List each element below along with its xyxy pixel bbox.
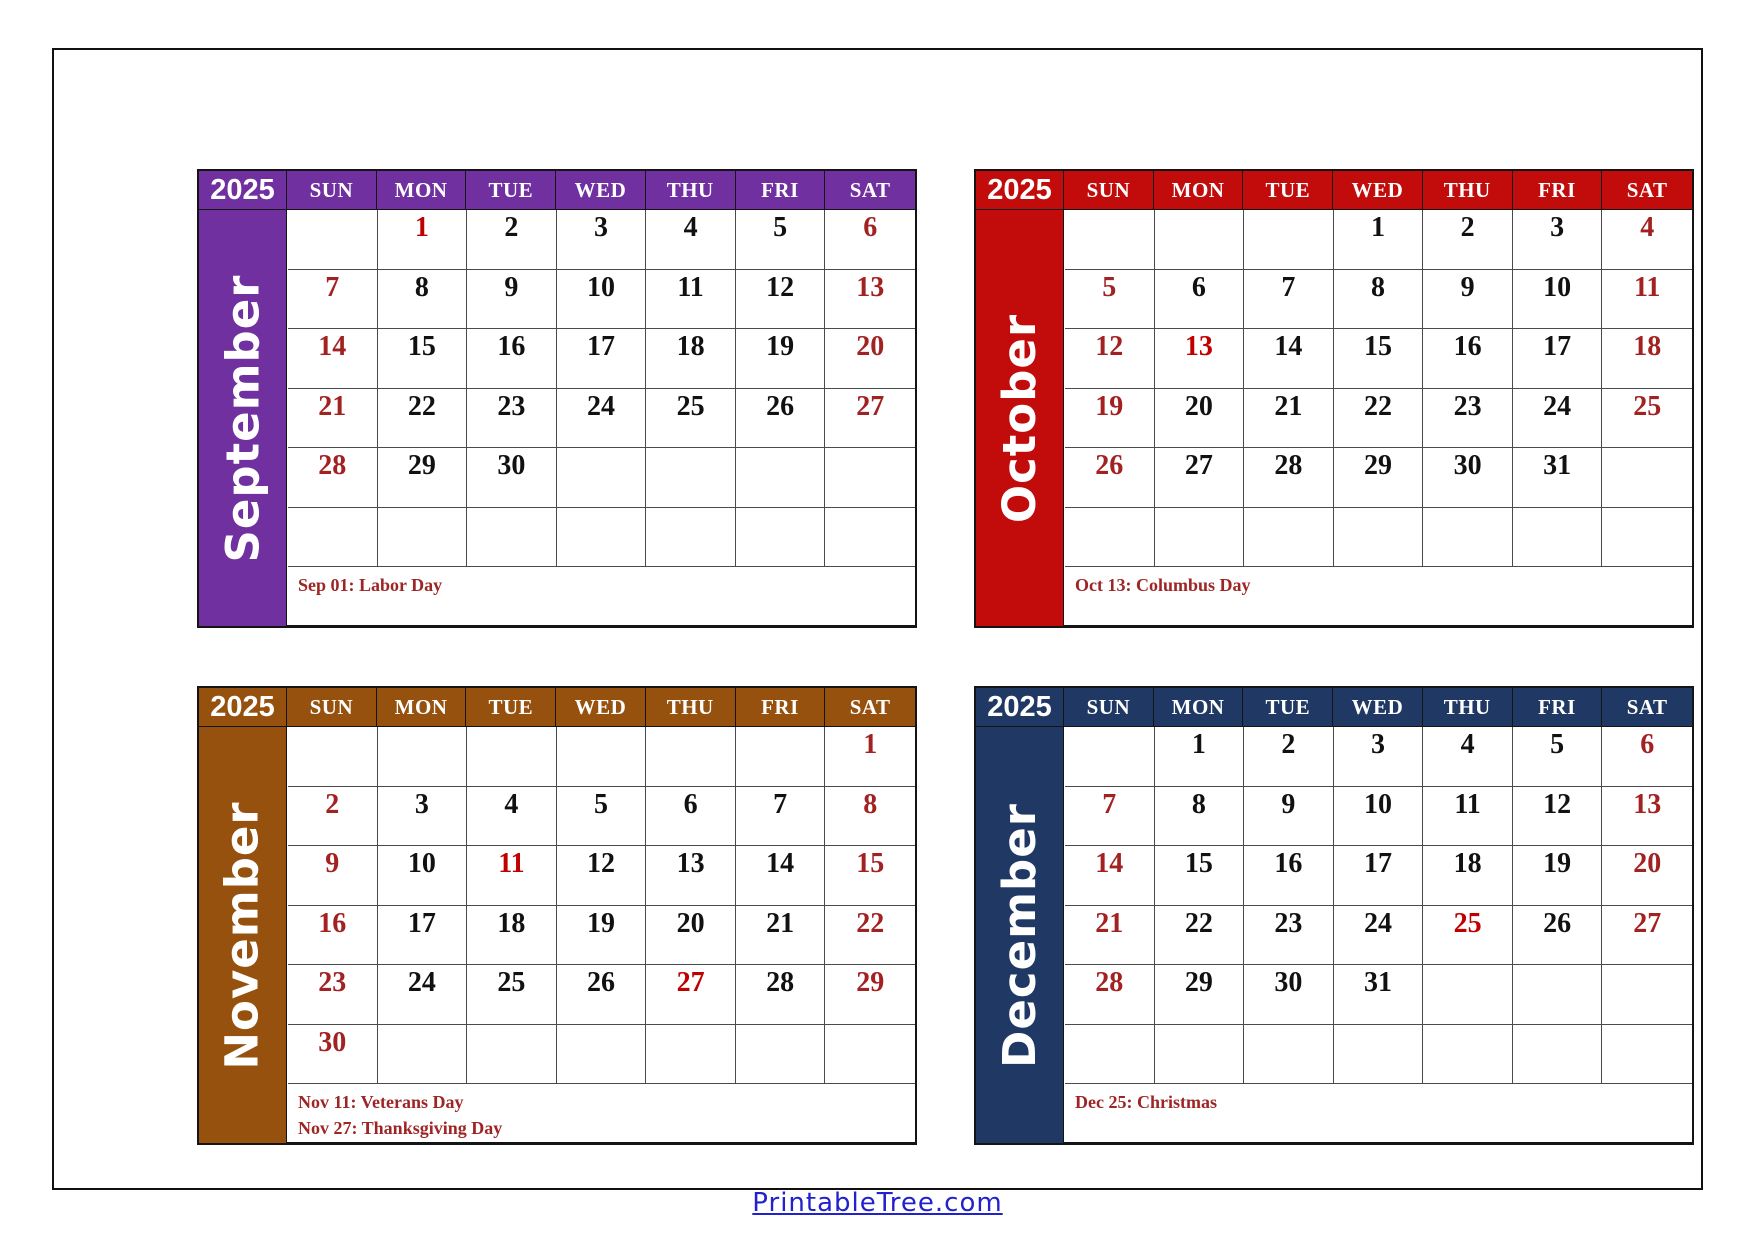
- calendar-body: [976, 726, 1692, 1143]
- date-cell: 29: [1155, 965, 1245, 1025]
- calendar-header-row: [976, 171, 1692, 209]
- footer: [54, 1188, 1701, 1218]
- date-cell: 20: [825, 329, 915, 389]
- weekday-header: FRI: [1513, 171, 1603, 209]
- date-cell: [736, 727, 826, 787]
- holiday-note: Nov 27: Thanksgiving Day: [298, 1118, 503, 1139]
- weekday-header: FRI: [736, 171, 826, 209]
- weekday-header: SUN: [1064, 171, 1154, 209]
- date-cell: 20: [1602, 846, 1692, 906]
- date-cell: [557, 1025, 647, 1085]
- month-sidebar: [976, 727, 1064, 1143]
- date-cell: 2: [288, 787, 378, 847]
- date-cell: 21: [288, 389, 378, 449]
- date-cell: 2: [1244, 727, 1334, 787]
- date-cell: [646, 448, 736, 508]
- date-cell: 19: [1065, 389, 1155, 449]
- weekday-header: MON: [377, 171, 467, 209]
- date-cell: 29: [378, 448, 468, 508]
- date-cell: [736, 448, 826, 508]
- weekday-header: SAT: [849, 694, 891, 719]
- date-cell: 10: [378, 846, 468, 906]
- date-cell: 27: [1155, 448, 1245, 508]
- calendar-header-row: [199, 688, 915, 726]
- date-cell: 1: [1334, 210, 1424, 270]
- date-cell: [825, 508, 915, 568]
- date-cell: 25: [646, 389, 736, 449]
- date-cell: 17: [1513, 329, 1603, 389]
- date-cell: 9: [288, 846, 378, 906]
- date-cell: 15: [1334, 329, 1424, 389]
- date-cell: [1065, 727, 1155, 787]
- date-cell: 27: [825, 389, 915, 449]
- date-cell: 21: [1244, 389, 1334, 449]
- date-cell: [288, 210, 378, 270]
- date-cell: 7: [288, 270, 378, 330]
- weekday-header: SAT: [849, 177, 891, 202]
- date-cell: [1423, 1025, 1513, 1085]
- date-cell: 21: [736, 906, 826, 966]
- date-cell: 9: [1244, 787, 1334, 847]
- date-cell: 18: [1423, 846, 1513, 906]
- date-cell: 20: [646, 906, 736, 966]
- date-cell: 31: [1513, 448, 1603, 508]
- date-cell: 15: [825, 846, 915, 906]
- date-cell: [1244, 210, 1334, 270]
- date-cell: 12: [736, 270, 826, 330]
- page-border-frame: [52, 48, 1703, 1218]
- date-cell: 11: [467, 846, 557, 906]
- date-cell: 18: [1602, 329, 1692, 389]
- date-cell: [646, 1025, 736, 1085]
- date-cell: 3: [1513, 210, 1603, 270]
- date-cell: [1065, 210, 1155, 270]
- holiday-note: Nov 11: Veterans Day: [298, 1092, 464, 1112]
- date-cell: 15: [1155, 846, 1245, 906]
- date-cell: 4: [467, 787, 557, 847]
- date-cell: 23: [1244, 906, 1334, 966]
- dates-grid: [1065, 727, 1692, 1084]
- date-cell: 6: [825, 210, 915, 270]
- date-cell: 30: [1423, 448, 1513, 508]
- date-cell: 4: [1602, 210, 1692, 270]
- weekday-header: SAT: [1626, 694, 1668, 719]
- weekday-header: WED: [1333, 171, 1423, 209]
- date-cell: [1513, 1025, 1603, 1085]
- date-cell: [288, 508, 378, 568]
- month-name-label: November: [216, 800, 269, 1070]
- date-cell: [1602, 1025, 1692, 1085]
- date-cell: 13: [1602, 787, 1692, 847]
- weekday-header: THU: [646, 171, 736, 209]
- weekday-header: SUN: [287, 688, 377, 726]
- date-cell: 6: [1155, 270, 1245, 330]
- weekday-header: MON: [377, 688, 467, 726]
- year-label: 2025: [199, 688, 287, 726]
- date-cell: 22: [1334, 389, 1424, 449]
- date-cell: 15: [378, 329, 468, 389]
- date-cell: 21: [1065, 906, 1155, 966]
- date-cell: [1334, 1025, 1424, 1085]
- date-cell: [467, 1025, 557, 1085]
- date-cell: [557, 727, 647, 787]
- date-cell: 5: [1065, 270, 1155, 330]
- date-cell: 16: [467, 329, 557, 389]
- weekday-header: TUE: [466, 171, 556, 209]
- date-cell: 2: [467, 210, 557, 270]
- date-cell: [1065, 1025, 1155, 1085]
- date-cell: 24: [1334, 906, 1424, 966]
- date-cell: 2: [1423, 210, 1513, 270]
- weekday-header: TUE: [466, 688, 556, 726]
- date-cell: 5: [1513, 727, 1603, 787]
- date-cell: 19: [1513, 846, 1603, 906]
- date-cell: 27: [646, 965, 736, 1025]
- date-cell: [1155, 508, 1245, 568]
- date-cell: 28: [736, 965, 826, 1025]
- date-cell: 29: [825, 965, 915, 1025]
- date-cell: 29: [1334, 448, 1424, 508]
- date-cell: [825, 1025, 915, 1085]
- date-cell: 12: [1065, 329, 1155, 389]
- date-cell: 14: [1065, 846, 1155, 906]
- date-cell: 10: [1334, 787, 1424, 847]
- date-cell: [1244, 508, 1334, 568]
- holiday-note: Dec 25: Christmas: [1075, 1092, 1217, 1112]
- calendar-september: [197, 169, 917, 628]
- holiday-note: Oct 13: Columbus Day: [1075, 575, 1251, 595]
- date-cell: 26: [1065, 448, 1155, 508]
- date-cell: 4: [1423, 727, 1513, 787]
- date-cell: 26: [1513, 906, 1603, 966]
- year-label: 2025: [976, 688, 1064, 726]
- date-cell: 31: [1334, 965, 1424, 1025]
- date-cell: 8: [1155, 787, 1245, 847]
- date-cell: 10: [557, 270, 647, 330]
- date-cell: 13: [825, 270, 915, 330]
- date-cell: [378, 508, 468, 568]
- date-cell: 5: [557, 787, 647, 847]
- date-cell: 5: [736, 210, 826, 270]
- calendar-body: [976, 209, 1692, 626]
- date-cell: 25: [1423, 906, 1513, 966]
- date-cell: 8: [1334, 270, 1424, 330]
- weekday-header: TUE: [1243, 171, 1333, 209]
- holiday-note: Sep 01: Labor Day: [298, 575, 443, 595]
- date-cell: 23: [288, 965, 378, 1025]
- calendar-december: [974, 686, 1694, 1145]
- year-label: 2025: [199, 171, 287, 209]
- date-cell: [1513, 508, 1603, 568]
- date-cell: 9: [467, 270, 557, 330]
- date-cell: [736, 508, 826, 568]
- holiday-notes: [288, 1085, 915, 1143]
- calendar-header-row: [976, 688, 1692, 726]
- weekday-header: SUN: [287, 171, 377, 209]
- footer-link[interactable]: PrintableTree.com: [752, 1188, 1003, 1218]
- weekday-header: THU: [1423, 688, 1513, 726]
- date-cell: [1602, 508, 1692, 568]
- date-cell: 17: [557, 329, 647, 389]
- date-cell: 13: [646, 846, 736, 906]
- weekday-header: FRI: [1513, 688, 1603, 726]
- date-cell: 24: [378, 965, 468, 1025]
- date-cell: 26: [557, 965, 647, 1025]
- dates-grid: [288, 210, 915, 567]
- weekday-header: THU: [1423, 171, 1513, 209]
- date-cell: 26: [736, 389, 826, 449]
- holiday-notes: [1065, 1085, 1692, 1143]
- weekday-header: WED: [556, 688, 646, 726]
- weekday-header: WED: [556, 171, 646, 209]
- date-cell: 18: [467, 906, 557, 966]
- date-cell: 18: [646, 329, 736, 389]
- date-cell: 4: [646, 210, 736, 270]
- holiday-notes: [1065, 568, 1692, 626]
- date-cell: 30: [1244, 965, 1334, 1025]
- date-cell: 14: [288, 329, 378, 389]
- date-cell: [1513, 965, 1603, 1025]
- date-cell: [378, 727, 468, 787]
- dates-grid: [1065, 210, 1692, 567]
- date-cell: 28: [288, 448, 378, 508]
- date-cell: [1155, 1025, 1245, 1085]
- weekday-header: TUE: [1243, 688, 1333, 726]
- date-cell: [1602, 448, 1692, 508]
- date-cell: 19: [736, 329, 826, 389]
- date-cell: 6: [646, 787, 736, 847]
- weekday-header: FRI: [736, 688, 826, 726]
- date-cell: 22: [1155, 906, 1245, 966]
- date-cell: 3: [1334, 727, 1424, 787]
- calendar-body: [199, 726, 915, 1143]
- date-cell: [557, 448, 647, 508]
- date-cell: 22: [825, 906, 915, 966]
- date-cell: 27: [1602, 906, 1692, 966]
- date-cell: [825, 448, 915, 508]
- date-cell: [736, 1025, 826, 1085]
- date-cell: 3: [378, 787, 468, 847]
- date-cell: 23: [467, 389, 557, 449]
- date-cell: 14: [1244, 329, 1334, 389]
- date-cell: 24: [1513, 389, 1603, 449]
- date-cell: 24: [557, 389, 647, 449]
- date-cell: 6: [1602, 727, 1692, 787]
- calendar-november: [197, 686, 917, 1145]
- date-cell: [1155, 210, 1245, 270]
- weekday-header: SUN: [1064, 688, 1154, 726]
- date-cell: 1: [378, 210, 468, 270]
- month-sidebar: [199, 210, 287, 626]
- month-name-label: October: [993, 313, 1046, 523]
- date-cell: 25: [1602, 389, 1692, 449]
- date-cell: 12: [557, 846, 647, 906]
- date-cell: 1: [825, 727, 915, 787]
- date-cell: 7: [736, 787, 826, 847]
- date-cell: 13: [1155, 329, 1245, 389]
- date-cell: 7: [1244, 270, 1334, 330]
- month-name-label: September: [216, 274, 269, 562]
- date-cell: 20: [1155, 389, 1245, 449]
- date-cell: 25: [467, 965, 557, 1025]
- date-cell: [1244, 1025, 1334, 1085]
- weekday-header: THU: [646, 688, 736, 726]
- date-cell: [1065, 508, 1155, 568]
- date-cell: 11: [1602, 270, 1692, 330]
- calendar-october: [974, 169, 1694, 628]
- date-cell: 7: [1065, 787, 1155, 847]
- date-cell: [1423, 965, 1513, 1025]
- date-cell: 11: [1423, 787, 1513, 847]
- date-cell: 30: [467, 448, 557, 508]
- date-cell: 30: [288, 1025, 378, 1085]
- date-cell: 28: [1244, 448, 1334, 508]
- date-cell: 8: [378, 270, 468, 330]
- dates-grid: [288, 727, 915, 1084]
- date-cell: [1423, 508, 1513, 568]
- date-cell: 9: [1423, 270, 1513, 330]
- date-cell: 17: [1334, 846, 1424, 906]
- date-cell: 14: [736, 846, 826, 906]
- weekday-header: MON: [1154, 171, 1244, 209]
- year-label: 2025: [976, 171, 1064, 209]
- weekday-header: SAT: [1626, 177, 1668, 202]
- date-cell: 10: [1513, 270, 1603, 330]
- date-cell: 8: [825, 787, 915, 847]
- date-cell: 12: [1513, 787, 1603, 847]
- holiday-notes: [288, 568, 915, 626]
- month-sidebar: [976, 210, 1064, 626]
- calendar-body: [199, 209, 915, 626]
- date-cell: [378, 1025, 468, 1085]
- date-cell: [1334, 508, 1424, 568]
- date-cell: [646, 727, 736, 787]
- date-cell: 17: [378, 906, 468, 966]
- date-cell: 16: [1244, 846, 1334, 906]
- month-name-label: December: [993, 802, 1047, 1068]
- date-cell: 11: [646, 270, 736, 330]
- weekday-header: WED: [1333, 688, 1423, 726]
- date-cell: [1602, 965, 1692, 1025]
- date-cell: 19: [557, 906, 647, 966]
- date-cell: [288, 727, 378, 787]
- date-cell: 3: [557, 210, 647, 270]
- date-cell: [467, 508, 557, 568]
- calendar-header-row: [199, 171, 915, 209]
- month-sidebar: [199, 727, 287, 1143]
- date-cell: 28: [1065, 965, 1155, 1025]
- date-cell: 16: [1423, 329, 1513, 389]
- date-cell: 16: [288, 906, 378, 966]
- date-cell: 23: [1423, 389, 1513, 449]
- weekday-header: MON: [1154, 688, 1244, 726]
- date-cell: [557, 508, 647, 568]
- date-cell: [646, 508, 736, 568]
- date-cell: 22: [378, 389, 468, 449]
- date-cell: 1: [1155, 727, 1245, 787]
- date-cell: [467, 727, 557, 787]
